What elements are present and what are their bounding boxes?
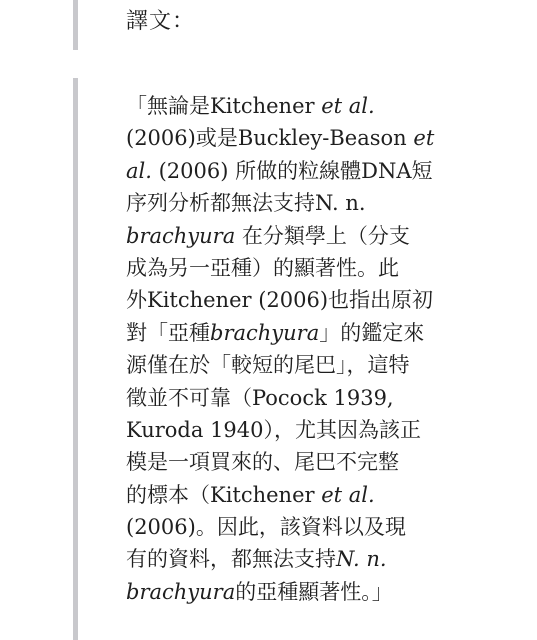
text-line: 模是一項買來的、尾巴不完整	[126, 450, 399, 475]
translation-paragraph	[126, 90, 435, 608]
text-line: 「無論是Kitchener et al.	[126, 94, 375, 118]
text-line: al. (2006) 所做的粒線體DNA短	[126, 158, 433, 183]
text-line: 外Kitchener (2006)也指出原初	[126, 288, 434, 313]
italic-term: et al.	[321, 94, 375, 118]
text-line: (2006)。因此，該資料以及現	[126, 515, 406, 540]
italic-term: brachyura	[210, 320, 320, 345]
text-line: 的標本（Kitchener et al.	[126, 482, 375, 507]
text-line: brachyura的亞種顯著性。」	[126, 579, 393, 604]
text-line: 徵並不可靠（Pocock 1939,	[126, 385, 394, 410]
text-line: (2006)或是Buckley-Beason et	[126, 126, 435, 151]
text-line: Kuroda 1940），尤其因為該正	[126, 417, 422, 442]
italic-term: al.	[126, 158, 152, 183]
text-line: brachyura 在分類學上（分支	[126, 223, 410, 248]
translation-heading: 譯文：	[126, 9, 196, 34]
text-line: 對「亞種brachyura」的鑑定來	[126, 320, 425, 345]
text-line: 序列分析都無法支持N. n.	[126, 191, 366, 216]
blockquote-bar-top	[73, 0, 78, 50]
italic-term: et al.	[321, 482, 375, 507]
text-line: 有的資料，都無法支持N. n.	[126, 547, 387, 572]
italic-term: et	[413, 126, 435, 151]
text-line: 源僅在於「較短的尾巴」，這特	[126, 353, 410, 378]
italic-term: N. n.	[336, 547, 387, 572]
text-line: 成為另一亞種）的顯著性。此	[126, 255, 399, 280]
italic-term: brachyura	[126, 579, 236, 604]
italic-term: brachyura	[126, 223, 236, 248]
blockquote-bar	[73, 78, 78, 640]
